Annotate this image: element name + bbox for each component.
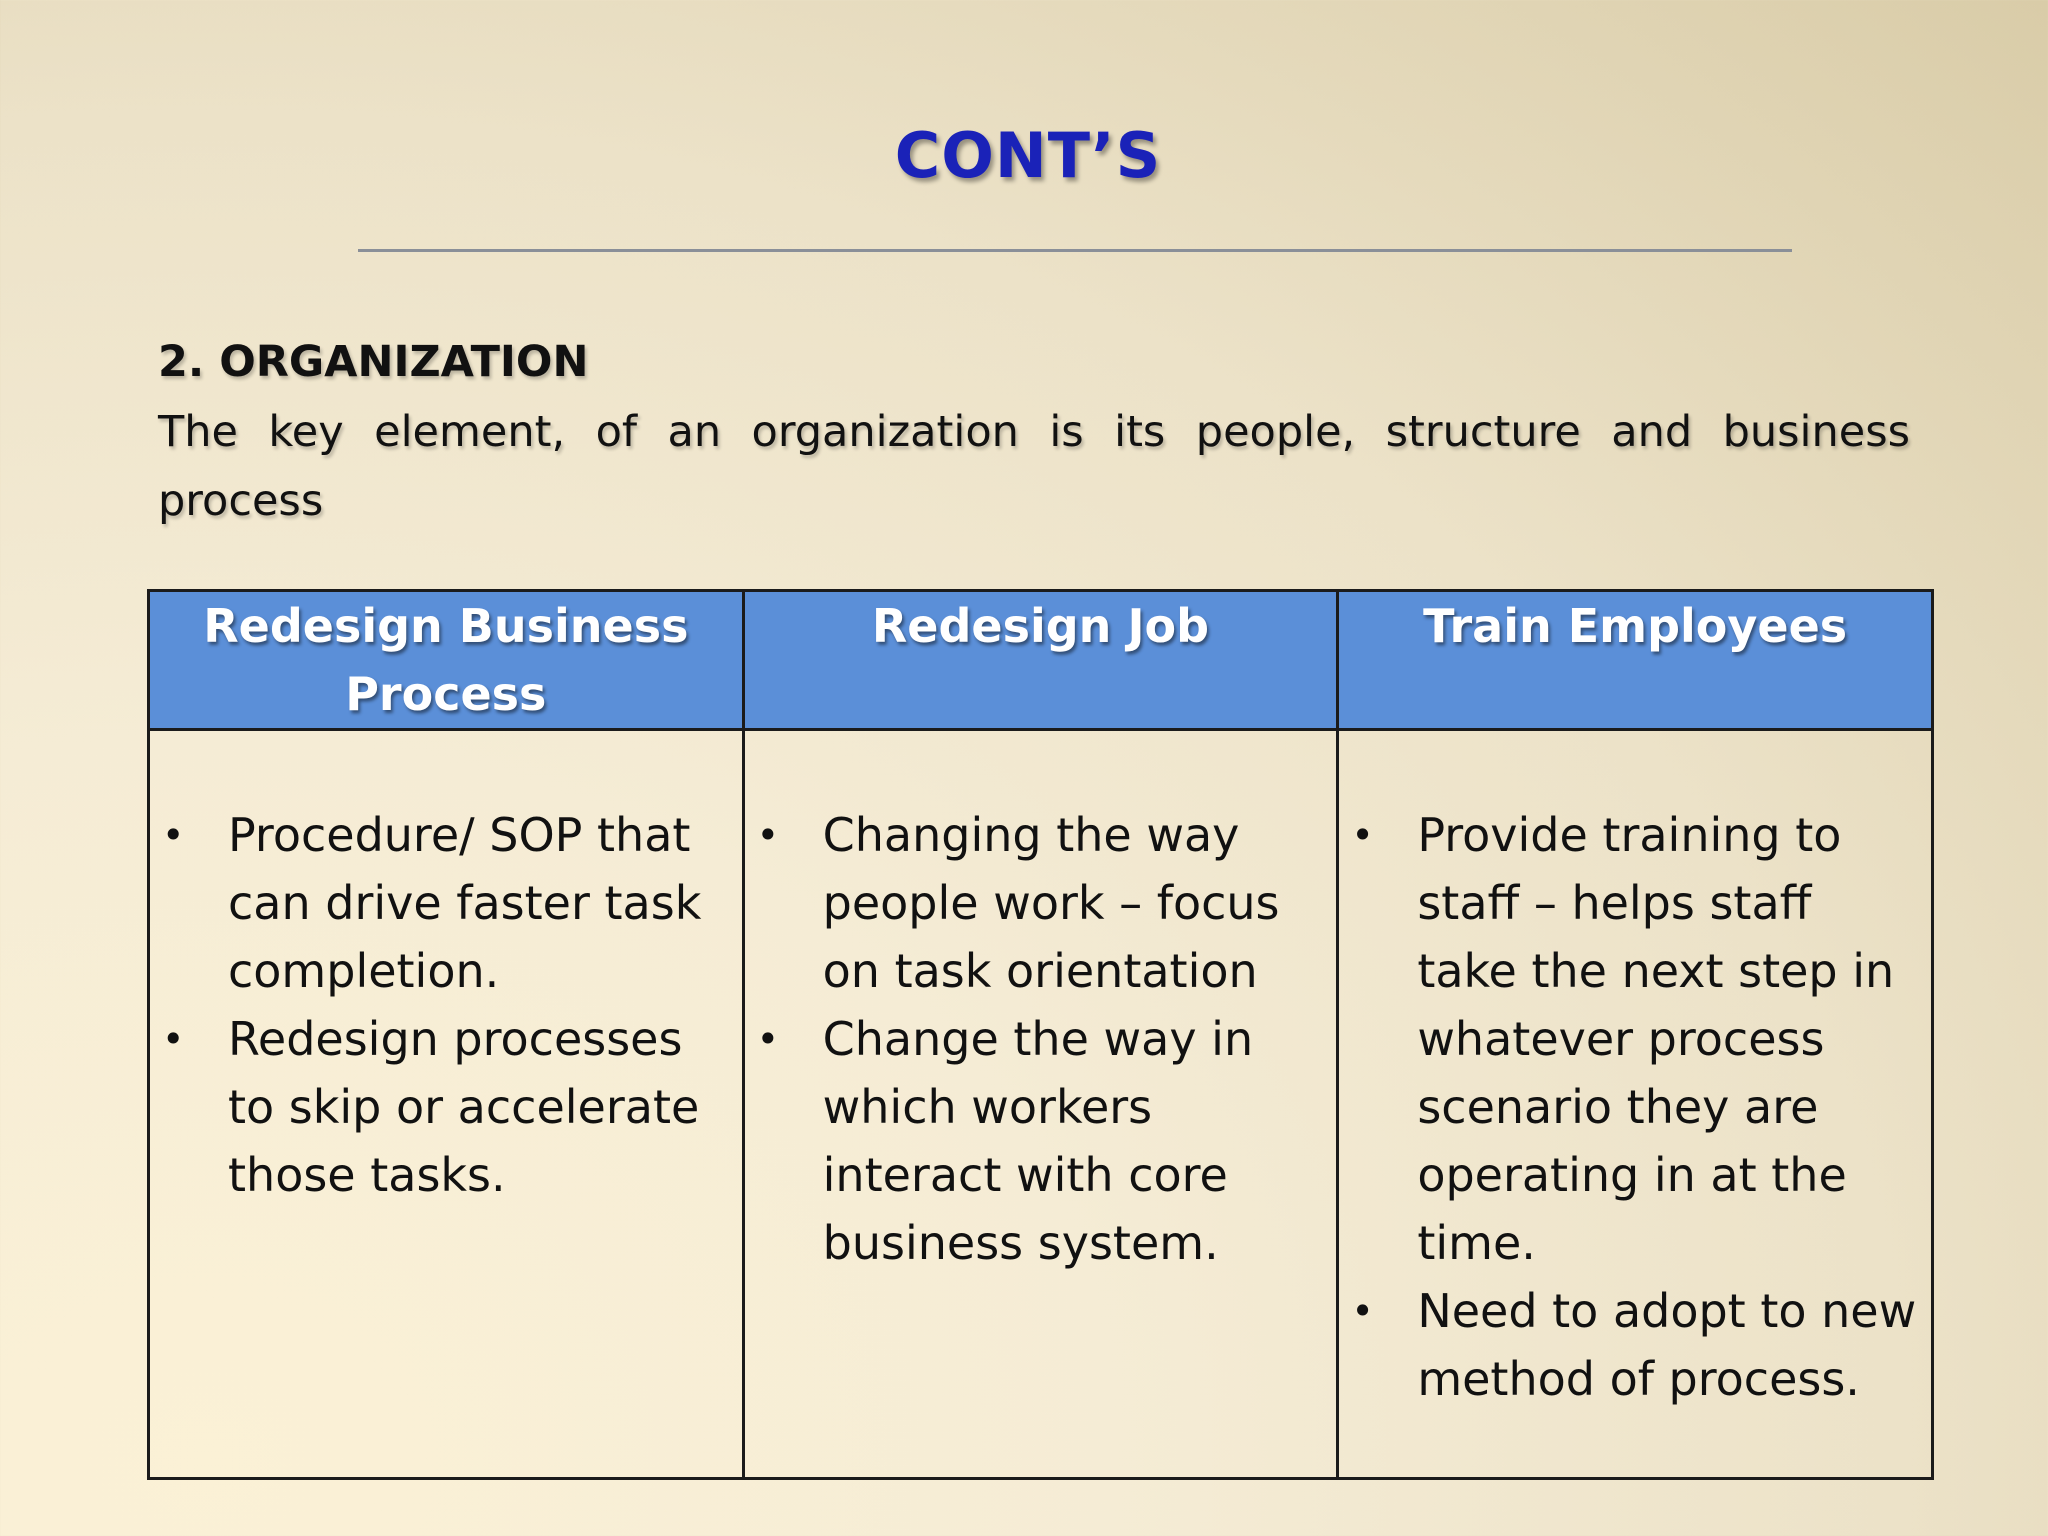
column-header-redesign-job: Redesign Job [743, 591, 1338, 730]
section-heading: 2. ORGANIZATION [158, 337, 589, 387]
list-item: • Changing the way people work – focus on task orientation [745, 801, 1337, 1005]
table-cell-train-employees [1338, 730, 1933, 1479]
bullet-list [150, 731, 742, 1209]
column-header-train-employees: Train Employees [1338, 591, 1933, 730]
bullet-list [745, 731, 1337, 1277]
slide-title: CONT’S [894, 119, 1162, 192]
intro-text: The key element, of an organization is its people, structure and business process [158, 407, 1910, 526]
bullet-list [1339, 731, 1931, 1413]
list-item: • Need to adopt to new method of process. [1339, 1277, 1931, 1413]
list-item: • Redesign processes to skip or accelerate those tasks. [150, 1005, 742, 1209]
organization-table [147, 589, 1934, 1480]
list-item: • Procedure/ SOP that can drive faster task completion. [150, 801, 742, 1005]
table-row [149, 730, 1933, 1479]
list-item: • Provide training to staff – helps staff take the next step in whatever process scenario they are operating in at the time. [1339, 801, 1931, 1277]
list-item: • Change the way in which workers interact with core business system. [745, 1005, 1337, 1277]
table-cell-redesign-job [743, 730, 1338, 1479]
column-header-redesign-business-process: Redesign Business Process [149, 591, 744, 730]
title-divider [358, 249, 1792, 252]
table-cell-redesign-business-process [149, 730, 744, 1479]
table-header-row [149, 591, 1933, 730]
